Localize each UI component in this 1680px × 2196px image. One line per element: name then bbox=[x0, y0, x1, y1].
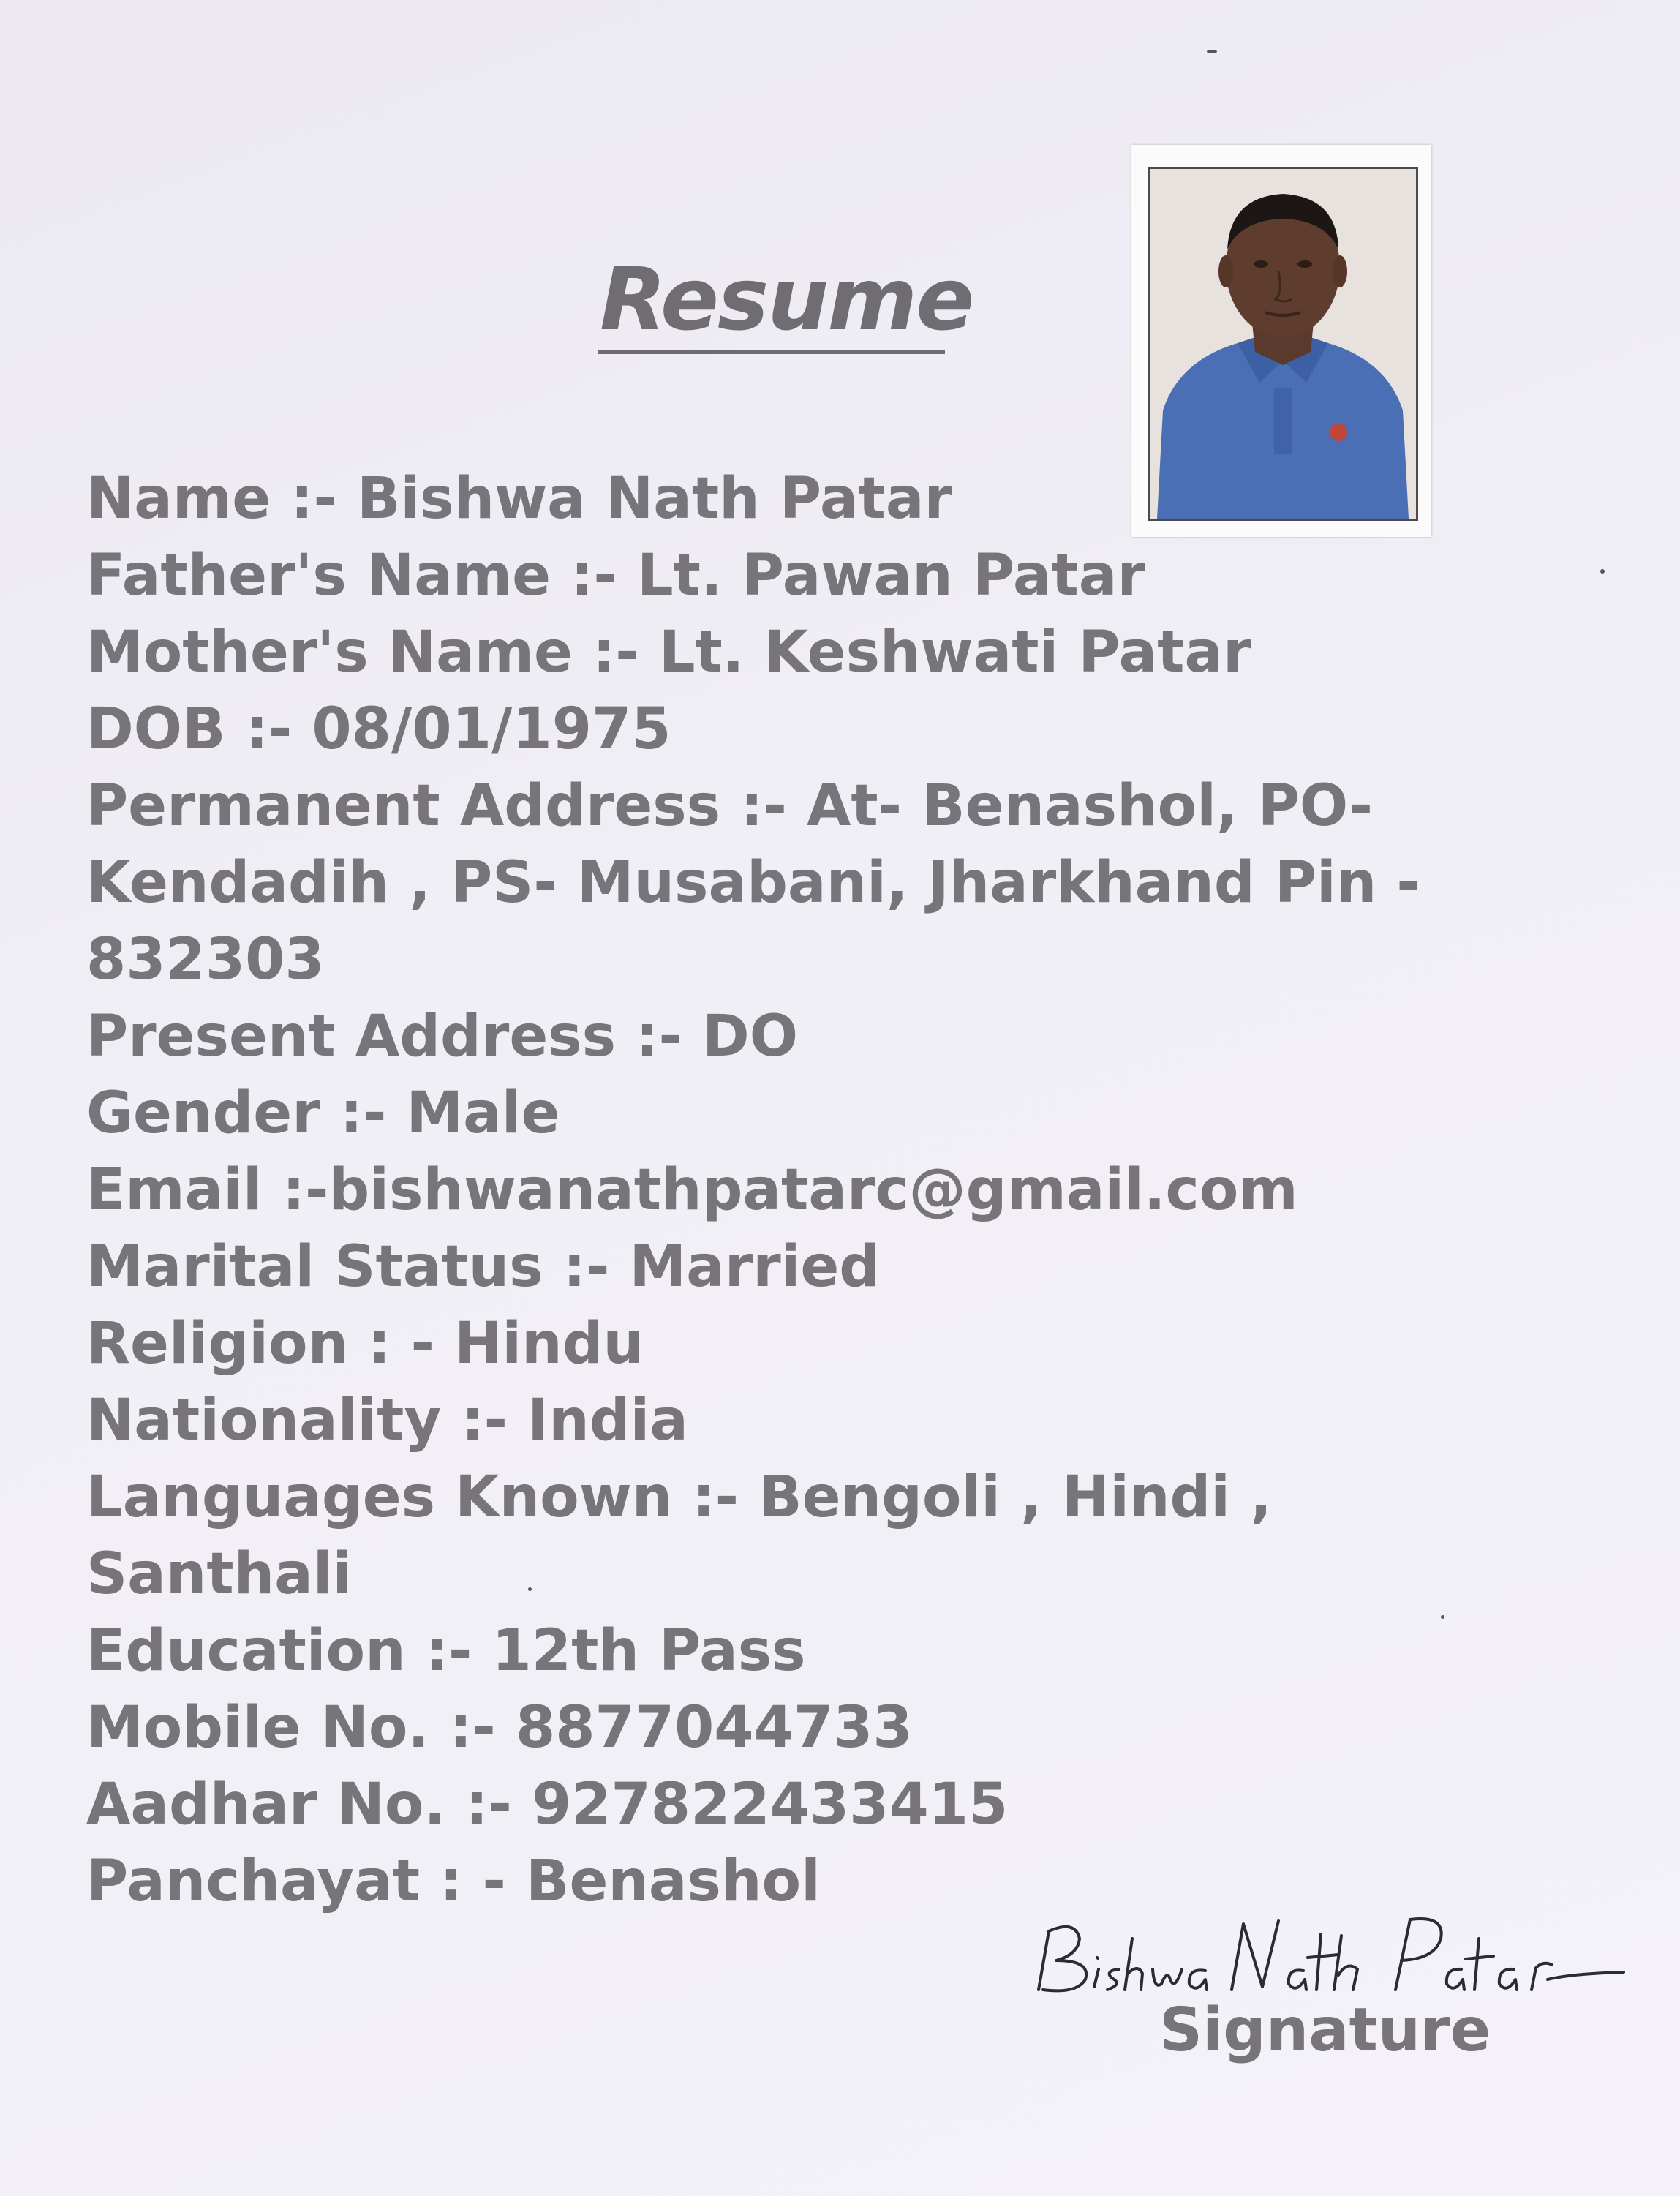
email-field: Email :-bishwanathpatarc@gmail.com bbox=[86, 1157, 1298, 1223]
languages-line-1: Languages Known :- Bengoli , Hindi , bbox=[86, 1464, 1272, 1530]
paper-speck bbox=[1441, 1615, 1444, 1619]
present-address-field: Present Address :- DO bbox=[86, 1004, 799, 1069]
education-field: Education :- 12th Pass bbox=[86, 1618, 806, 1684]
resume-details bbox=[86, 461, 1476, 1920]
panchayat-field: Panchayat : - Benashol bbox=[86, 1849, 821, 1914]
marital-status-field: Marital Status :- Married bbox=[86, 1234, 881, 1300]
mother-name-field: Mother's Name :- Lt. Keshwati Patar bbox=[86, 620, 1251, 685]
name-field: Name :- Bishwa Nath Patar bbox=[86, 466, 952, 532]
paper-speck bbox=[528, 1587, 532, 1591]
permanent-address-line-3: 832303 bbox=[86, 927, 325, 993]
father-name-field: Father's Name :- Lt. Pawan Patar bbox=[86, 543, 1145, 609]
page-title: Resume bbox=[600, 249, 973, 350]
languages-line-2: Santhali bbox=[86, 1541, 353, 1607]
religion-field: Religion : - Hindu bbox=[86, 1311, 644, 1377]
handwritten-signature bbox=[1031, 1887, 1631, 2012]
gender-field: Gender :- Male bbox=[86, 1080, 560, 1146]
nationality-field: Nationality :- India bbox=[86, 1388, 688, 1454]
paper-speck bbox=[1207, 50, 1217, 53]
dob-field: DOB :- 08/01/1975 bbox=[86, 696, 671, 762]
aadhar-field: Aadhar No. :- 927822433415 bbox=[86, 1772, 1009, 1838]
mobile-field: Mobile No. :- 8877044733 bbox=[86, 1695, 913, 1761]
paper-speck bbox=[1600, 569, 1605, 574]
signature-label: Signature bbox=[1159, 1996, 1491, 2065]
permanent-address-line-1: Permanent Address :- At- Benashol, PO- bbox=[86, 773, 1374, 839]
title-underline bbox=[598, 350, 945, 354]
permanent-address-line-2: Kendadih , PS- Musabani, Jharkhand Pin - bbox=[86, 850, 1420, 916]
